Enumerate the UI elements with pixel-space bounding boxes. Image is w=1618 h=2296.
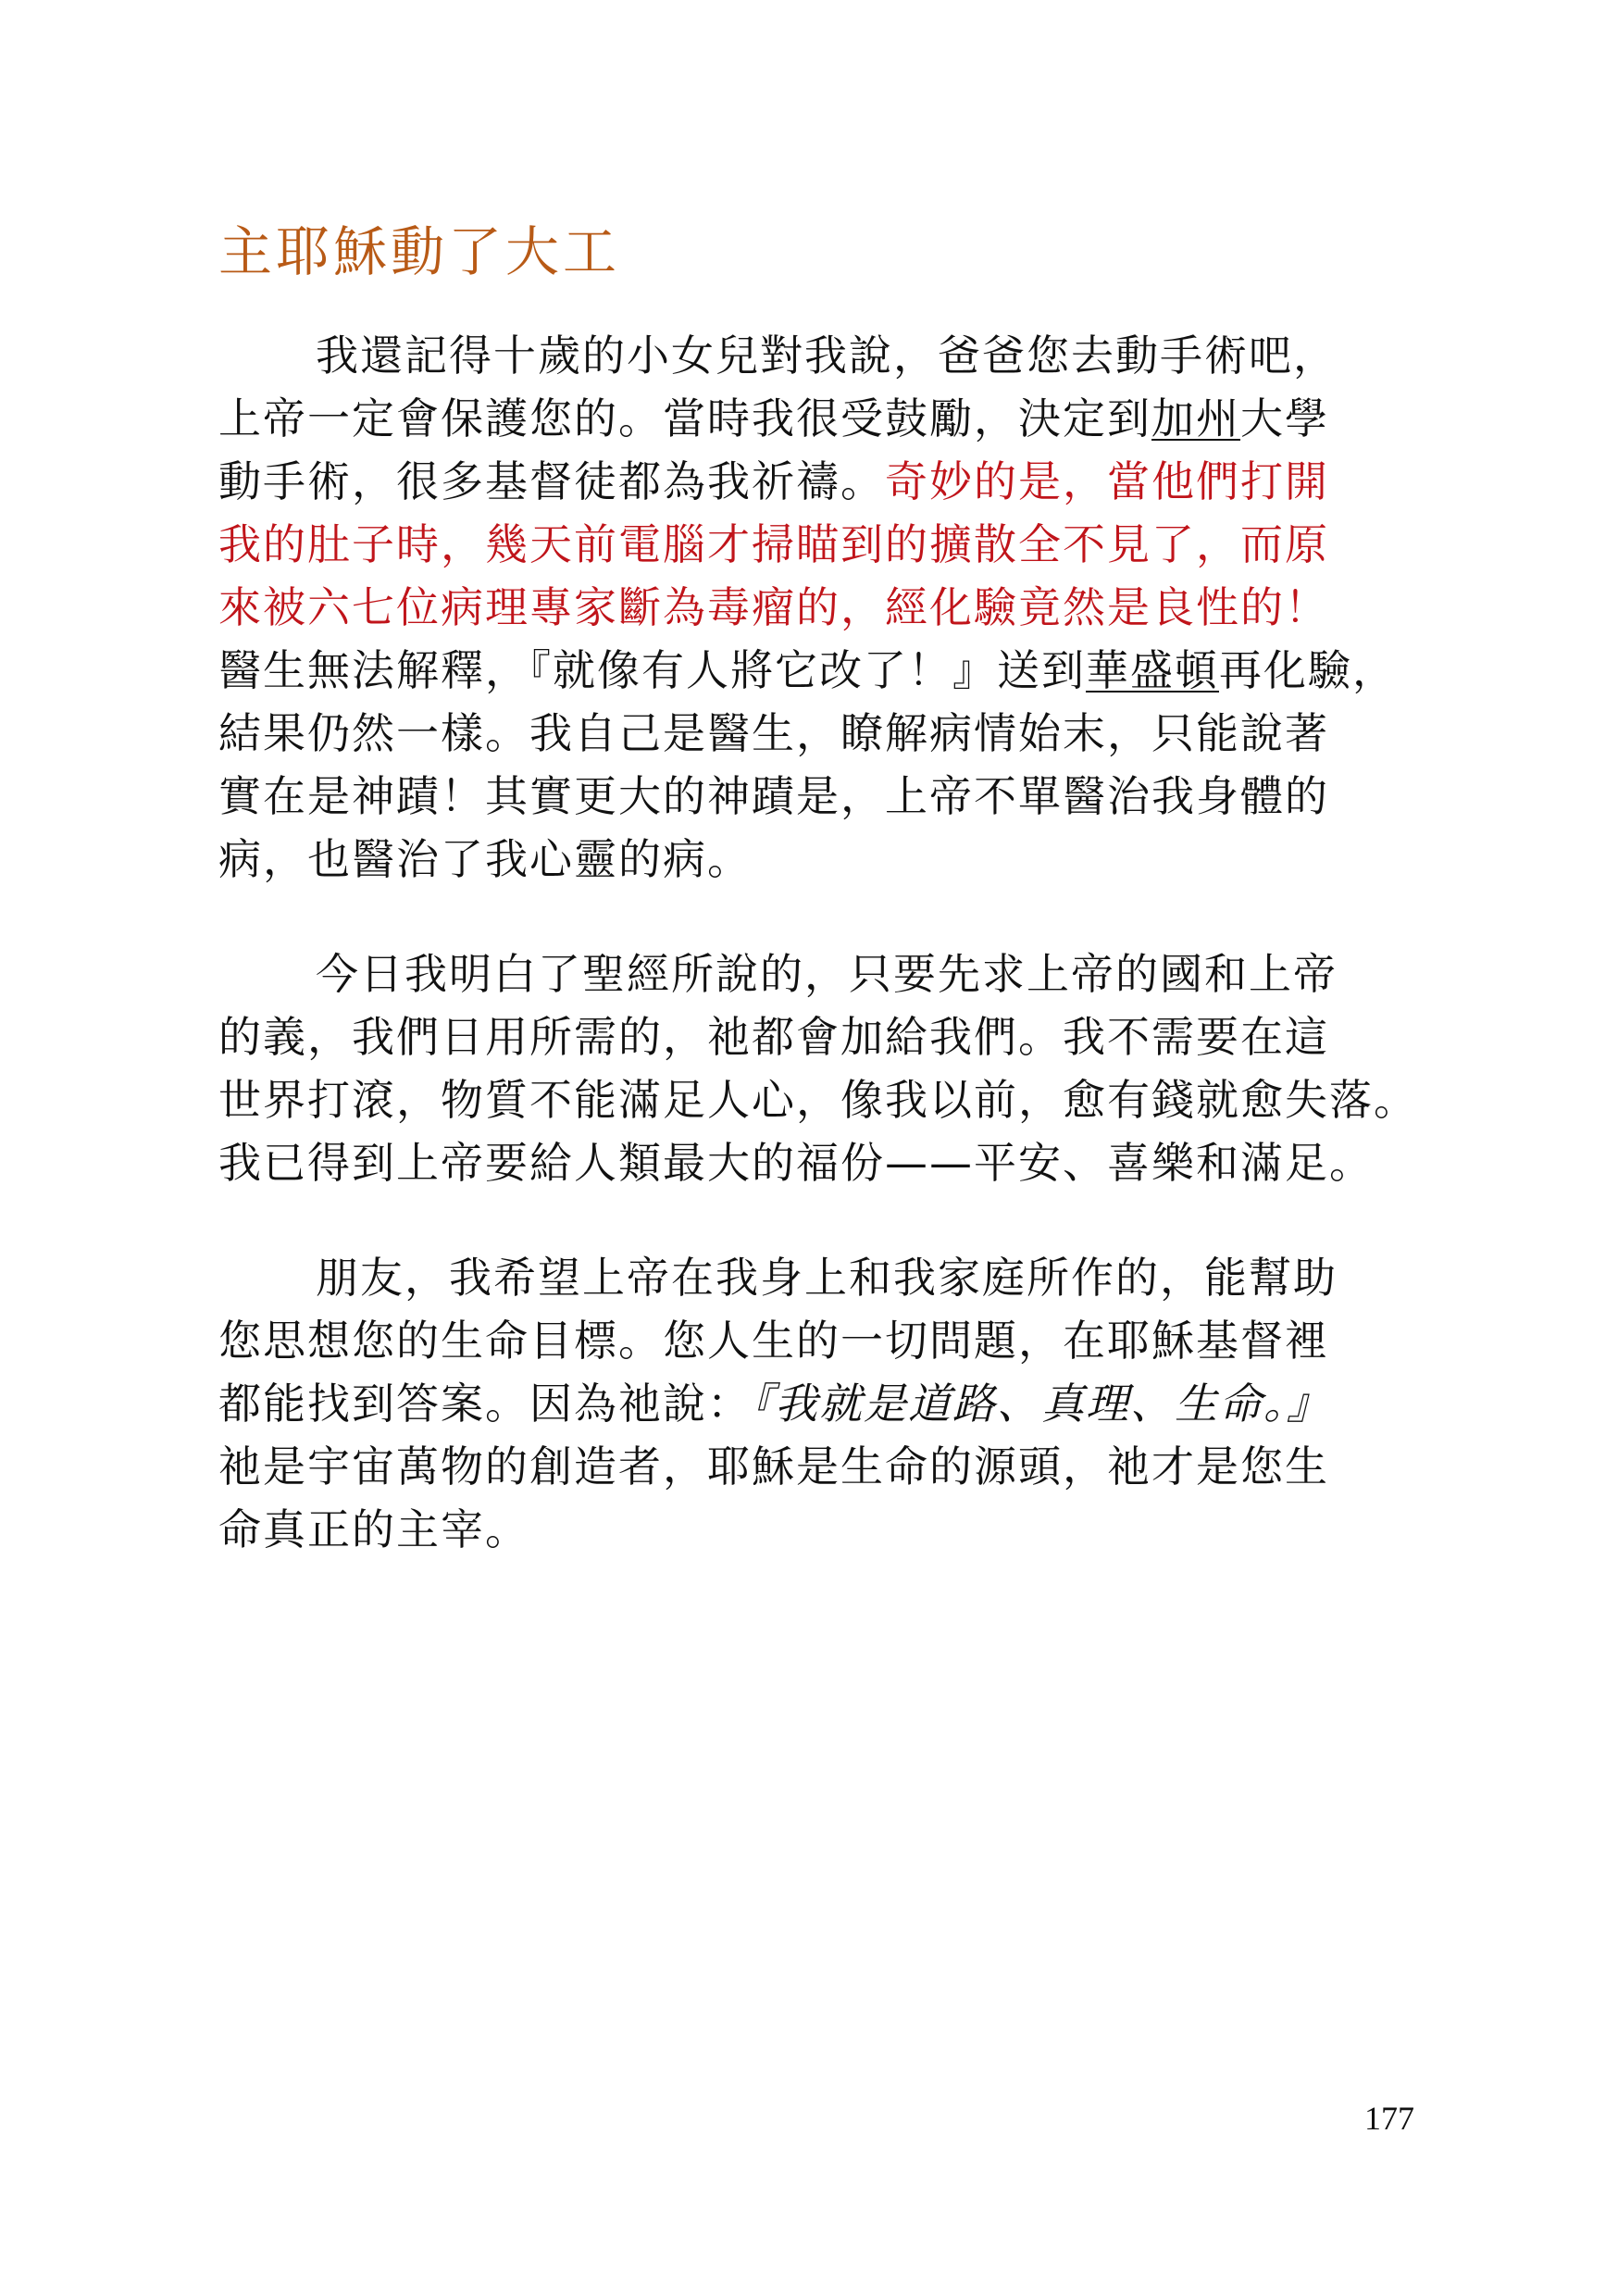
paragraph-1 bbox=[218, 324, 1413, 891]
paragraph-2-line-4: 我已得到上帝要給人類最大的福份——平安、喜樂和滿足。 bbox=[218, 1138, 1374, 1188]
paragraph-1-line-5: 來被六七位病理專家斷為毒瘤的，經化驗竟然是良性的！ bbox=[218, 582, 1329, 632]
paragraph-1-line-8: 實在是神蹟！其實更大的神蹟是，上帝不單醫治我身體的 bbox=[218, 771, 1329, 821]
paragraph-3-line-1: 朋友，我希望上帝在我身上和我家庭所作的，能幫助 bbox=[316, 1253, 1338, 1303]
paragraph-1-line-7: 結果仍然一樣。我自己是醫生，瞭解病情始末，只能說著 bbox=[218, 708, 1329, 758]
paragraph-1-line-2-tail: 大學 bbox=[1240, 393, 1329, 443]
highlighted-text: 奇妙的是，當他們打開 bbox=[885, 456, 1329, 506]
paragraph-2-line-3: 世界打滾，物質不能滿足人心，像我以前，愈有錢就愈失落。 bbox=[218, 1075, 1418, 1125]
body-text bbox=[218, 324, 1418, 1613]
scripture-quote: 『我就是道路、真理、生命。』 bbox=[752, 1379, 1331, 1429]
paragraph-3-line-5: 命真正的主宰。 bbox=[218, 1504, 529, 1554]
place-name-california: 加州 bbox=[1151, 393, 1240, 443]
paragraph-1-line-4: 我的肚子時，幾天前電腦才掃瞄到的擴散全不見了，而原 bbox=[218, 519, 1329, 569]
page-number: 177 bbox=[1364, 2100, 1414, 2137]
paragraph-1-line-2 bbox=[218, 387, 1413, 450]
place-name-washington: 華盛頓 bbox=[1086, 645, 1219, 695]
paragraph-2-line-2: 的義，我們日用所需的，祂都會加給我們。我不需要在這 bbox=[218, 1012, 1329, 1062]
paragraph-1-line-9: 病，也醫治了我心靈的病。 bbox=[218, 834, 752, 884]
paragraph-1-line-2-text: 上帝一定會保護您的。當時我很受鼓勵，決定到 bbox=[218, 393, 1151, 443]
paragraph-3-line-3 bbox=[218, 1372, 1413, 1435]
paragraph-2 bbox=[218, 942, 1418, 1194]
paragraph-1-line-1: 我還記得十歲的小女兒對我說，爸爸您去動手術吧， bbox=[316, 331, 1338, 381]
paragraph-1-line-3 bbox=[218, 450, 1413, 513]
paragraph-3-line-3-text: 都能找到答案。因為祂說： bbox=[218, 1379, 752, 1429]
paragraph-1-line-6-tail: 再化驗， bbox=[1219, 645, 1397, 695]
paragraph-3 bbox=[218, 1246, 1413, 1561]
paragraph-1-line-6 bbox=[218, 639, 1413, 702]
paragraph-1-line-3-text: 動手術，很多基督徒都為我祈禱。 bbox=[218, 456, 885, 506]
paragraph-3-line-2: 您思想您的生命目標。您人生的一切問題，在耶穌基督裡 bbox=[218, 1316, 1329, 1366]
paragraph-2-line-1: 今日我明白了聖經所說的，只要先求上帝的國和上帝 bbox=[316, 949, 1338, 999]
paragraph-3-line-4: 祂是宇宙萬物的創造者，耶穌是生命的源頭，祂才是您生 bbox=[218, 1441, 1329, 1491]
page-title: 主耶穌動了大工 bbox=[218, 220, 621, 283]
paragraph-1-line-6-text: 醫生無法解釋，『就像有人將它改了！』送到 bbox=[218, 645, 1086, 695]
